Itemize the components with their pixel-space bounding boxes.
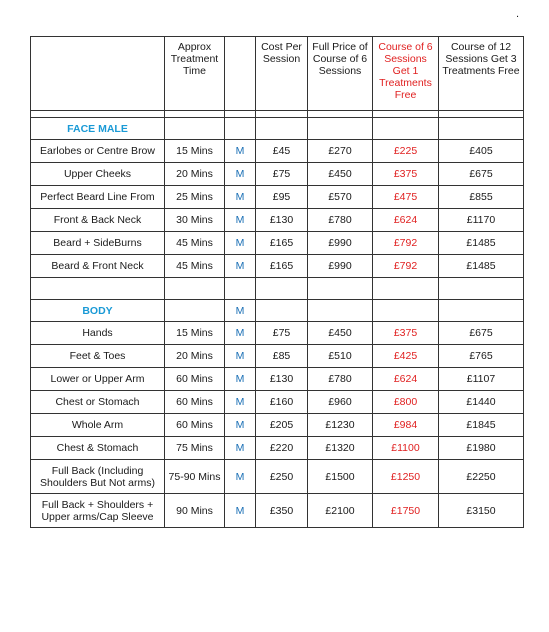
cost-per-session: £205 [256,414,308,437]
treatment-time: 60 Mins [165,368,225,391]
full-price: £450 [308,322,373,345]
full-price: £270 [308,140,373,163]
table-row [31,460,524,494]
treatment-time: 20 Mins [165,163,225,186]
treatment-time: 45 Mins [165,232,225,255]
treatment-name: Lower or Upper Arm [31,368,165,391]
course-twelve-price: £1485 [439,255,524,278]
course-twelve-price: £765 [439,345,524,368]
m-marker: M [225,140,256,163]
course-twelve-price: £405 [439,140,524,163]
course-twelve-price: £855 [439,186,524,209]
cost-per-session: £350 [256,494,308,528]
treatment-time: 75 Mins [165,437,225,460]
treatment-name: Hands [31,322,165,345]
course-twelve-price: £2250 [439,460,524,494]
cost-per-session: £85 [256,345,308,368]
course-six-price: £792 [373,232,439,255]
treatment-time: 20 Mins [165,345,225,368]
header-course-twelve: Course of 12 Sessions Get 3 Treatments Free [439,37,524,111]
course-six-price: £225 [373,140,439,163]
m-marker: M [225,494,256,528]
course-six-price: £475 [373,186,439,209]
course-twelve-price: £1845 [439,414,524,437]
header-full-price: Full Price of Course of 6 Sessions [308,37,373,111]
table-row [31,368,524,391]
treatment-name: Beard & Front Neck [31,255,165,278]
treatment-name: Full Back (Including Shoulders But Not arms) [31,460,165,494]
full-price: £990 [308,255,373,278]
treatment-name: Whole Arm [31,414,165,437]
section-title-face: FACE MALE [31,118,165,140]
header-course-six: Course of 6 Sessions Get 1 Treatments Free [373,37,439,111]
table-row [31,163,524,186]
section-body [31,300,524,322]
treatment-name: Full Back + Shoulders + Upper arms/Cap Sleeve [31,494,165,528]
m-marker: M [225,437,256,460]
section-face-male [31,118,524,140]
spacer-row [31,111,524,118]
treatment-time: 25 Mins [165,186,225,209]
m-marker: M [225,391,256,414]
spacer-row [31,278,524,300]
cost-per-session: £160 [256,391,308,414]
course-six-price: £1250 [373,460,439,494]
course-six-price: £1100 [373,437,439,460]
full-price: £1320 [308,437,373,460]
table-row [31,322,524,345]
treatment-name: Earlobes or Centre Brow [31,140,165,163]
m-marker: M [225,300,256,322]
table-row [31,232,524,255]
treatment-time: 15 Mins [165,140,225,163]
treatment-time: 75-90 Mins [165,460,225,494]
cost-per-session: £165 [256,255,308,278]
header-name [31,37,165,111]
treatment-name: Perfect Beard Line From [31,186,165,209]
cost-per-session: £165 [256,232,308,255]
course-six-price: £425 [373,345,439,368]
treatment-name: Chest or Stomach [31,391,165,414]
treatment-name: Beard + SideBurns [31,232,165,255]
header-row [31,37,524,111]
treatment-time: 60 Mins [165,391,225,414]
table-row [31,255,524,278]
section-title-body: BODY [31,300,165,322]
header-m [225,37,256,111]
course-six-price: £375 [373,322,439,345]
m-marker: M [225,368,256,391]
course-twelve-price: £1980 [439,437,524,460]
treatment-name: Chest & Stomach [31,437,165,460]
cost-per-session: £75 [256,163,308,186]
table-row [31,437,524,460]
treatment-name: Front & Back Neck [31,209,165,232]
m-marker: M [225,232,256,255]
header-treatment-time: Approx Treatment Time [165,37,225,111]
table-row [31,345,524,368]
m-marker: M [225,209,256,232]
m-marker: M [225,345,256,368]
corner-mark: . [516,8,520,20]
full-price: £960 [308,391,373,414]
cost-per-session: £220 [256,437,308,460]
treatment-name: Upper Cheeks [31,163,165,186]
m-marker: M [225,322,256,345]
price-table [30,36,524,528]
course-twelve-price: £1440 [439,391,524,414]
course-twelve-price: £675 [439,163,524,186]
course-six-price: £624 [373,209,439,232]
full-price: £780 [308,368,373,391]
m-marker: M [225,163,256,186]
cost-per-session: £250 [256,460,308,494]
course-twelve-price: £1107 [439,368,524,391]
treatment-time: 60 Mins [165,414,225,437]
m-marker: M [225,460,256,494]
full-price: £2100 [308,494,373,528]
table-row [31,391,524,414]
treatment-time: 90 Mins [165,494,225,528]
treatment-name: Feet & Toes [31,345,165,368]
treatment-time: 45 Mins [165,255,225,278]
course-six-price: £1750 [373,494,439,528]
full-price: £780 [308,209,373,232]
cost-per-session: £45 [256,140,308,163]
table-row [31,494,524,528]
course-twelve-price: £3150 [439,494,524,528]
course-twelve-price: £675 [439,322,524,345]
course-twelve-price: £1485 [439,232,524,255]
cost-per-session: £95 [256,186,308,209]
cost-per-session: £75 [256,322,308,345]
table-row [31,414,524,437]
header-cost-per-session: Cost Per Session [256,37,308,111]
course-six-price: £792 [373,255,439,278]
m-marker: M [225,414,256,437]
cost-per-session: £130 [256,209,308,232]
table-body [31,37,524,528]
m-marker: M [225,186,256,209]
cost-per-session: £130 [256,368,308,391]
table-row [31,209,524,232]
course-six-price: £624 [373,368,439,391]
course-six-price: £800 [373,391,439,414]
full-price: £990 [308,232,373,255]
treatment-time: 30 Mins [165,209,225,232]
m-marker: M [225,255,256,278]
full-price: £510 [308,345,373,368]
full-price: £1230 [308,414,373,437]
course-twelve-price: £1170 [439,209,524,232]
table-row [31,140,524,163]
course-six-price: £984 [373,414,439,437]
full-price: £1500 [308,460,373,494]
course-six-price: £375 [373,163,439,186]
full-price: £450 [308,163,373,186]
full-price: £570 [308,186,373,209]
table-row [31,186,524,209]
treatment-time: 15 Mins [165,322,225,345]
